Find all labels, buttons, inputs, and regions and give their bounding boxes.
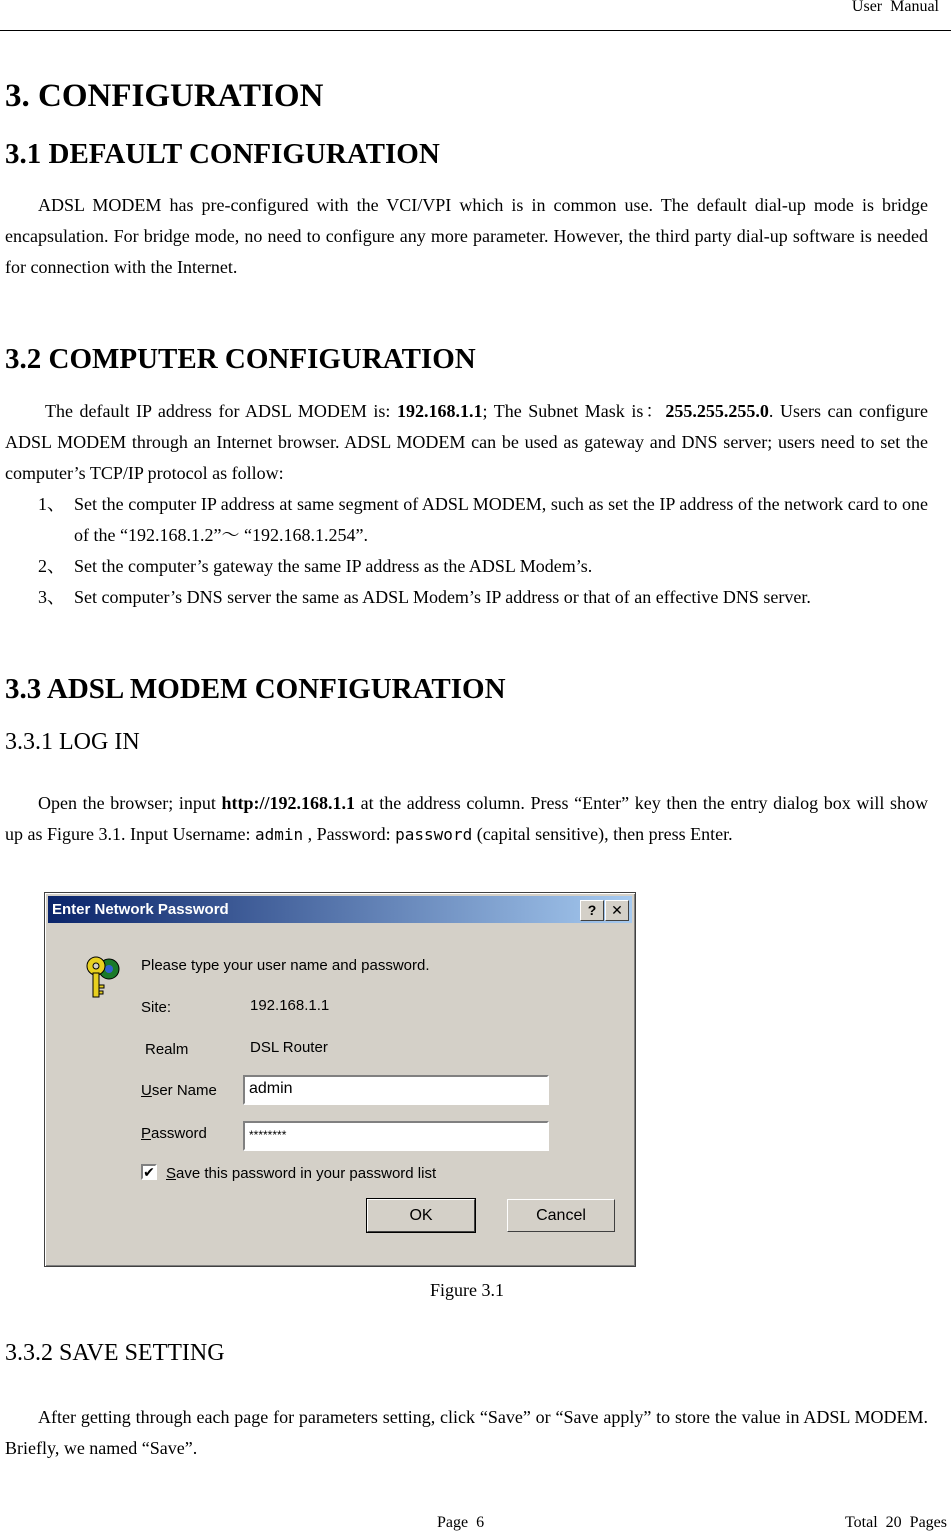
chapter-title: 3. CONFIGURATION xyxy=(5,78,324,114)
close-button[interactable]: ✕ xyxy=(605,900,629,921)
section-3-2-paragraph: The default IP address for ADSL MODEM is: 192.168.1.1; The Subnet Mask is：255.255.255.0. Users can configure ADSL MODEM through an Internet browser. ADSL MODEM can be used as gateway and DNS server; users need to set the computer’s TCP/IP protocol as follow: xyxy=(5,401,928,483)
password-input[interactable]: ******** xyxy=(243,1121,549,1151)
site-value: 192.168.1.1 xyxy=(250,997,330,1014)
password-value: password xyxy=(395,825,473,844)
username-value: admin xyxy=(254,825,304,844)
dialog-titlebar xyxy=(48,896,632,923)
password-label: Password xyxy=(141,1125,207,1142)
list-item: 2、 Set the computer’s gateway the same IP address as the ADSL Modem’s. xyxy=(38,556,593,576)
section-3-3-title: 3.3 ADSL MODEM CONFIGURATION xyxy=(5,673,506,705)
keys-icon xyxy=(79,951,129,1001)
dialog-title: Enter Network Password xyxy=(52,901,229,918)
dialog-prompt: Please type your user name and password. xyxy=(141,957,430,974)
help-button[interactable]: ? xyxy=(580,900,604,921)
save-password-checkbox[interactable]: ✔ xyxy=(141,1164,157,1180)
total-pages: Total 20 Pages xyxy=(845,1514,947,1531)
page-number: Page 6 xyxy=(437,1514,485,1531)
page-header xyxy=(0,0,951,31)
subnet-mask: 255.255.255.0 xyxy=(665,401,769,421)
login-url: http://192.168.1.1 xyxy=(221,793,355,813)
site-label: Site: xyxy=(141,999,172,1016)
figure-caption: Figure 3.1 xyxy=(430,1280,504,1300)
section-3-1-paragraph: ADSL MODEM has pre-configured with the VCI/VPI which is in common use. The default dial-up mode is bridge encapsulation. For bridge mode, no need to configure any more parameter. However, the third party dial-up software is needed for connection with the Internet. xyxy=(5,195,928,277)
login-paragraph: Open the browser; input http://192.168.1.1 at the address column. Press “Enter” key then the entry dialog box will show up as Figure 3.1. Input Username: admin , Password: password (capital sensitive), then press Enter. xyxy=(5,793,929,844)
header-text: User Manual xyxy=(851,0,939,15)
username-label: User Name xyxy=(141,1082,217,1099)
default-ip: 192.168.1.1 xyxy=(396,401,483,421)
username-input[interactable]: admin xyxy=(243,1075,549,1105)
save-paragraph: After getting through each page for parameters setting, click “Save” or “Save apply” to store the value in ADSL MODEM. Briefly, we named “Save”. xyxy=(5,1407,928,1458)
section-3-3-2-title: 3.3.2 SAVE SETTING xyxy=(5,1340,225,1366)
list-item: 1、 Set the computer IP address at same segment of ADSL MODEM, such as set the IP address of the network card to one of the “192.168.1.2”～ “192.168.1.254”. xyxy=(38,494,928,545)
section-3-3-1-title: 3.3.1 LOG IN xyxy=(5,729,140,755)
section-3-1-title: 3.1 DEFAULT CONFIGURATION xyxy=(5,138,440,170)
cancel-button[interactable]: Cancel xyxy=(507,1199,615,1232)
ok-button[interactable]: OK xyxy=(367,1199,475,1232)
section-3-2-title: 3.2 COMPUTER CONFIGURATION xyxy=(5,343,476,375)
list-item: 3、 Set computer’s DNS server the same as ADSL Modem’s IP address or that of an effective DNS server. xyxy=(38,587,811,607)
realm-label: Realm xyxy=(145,1041,189,1058)
realm-value: DSL Router xyxy=(250,1039,328,1056)
password-dialog xyxy=(44,892,636,1267)
save-password-label: Save this password in your password list xyxy=(166,1165,437,1182)
